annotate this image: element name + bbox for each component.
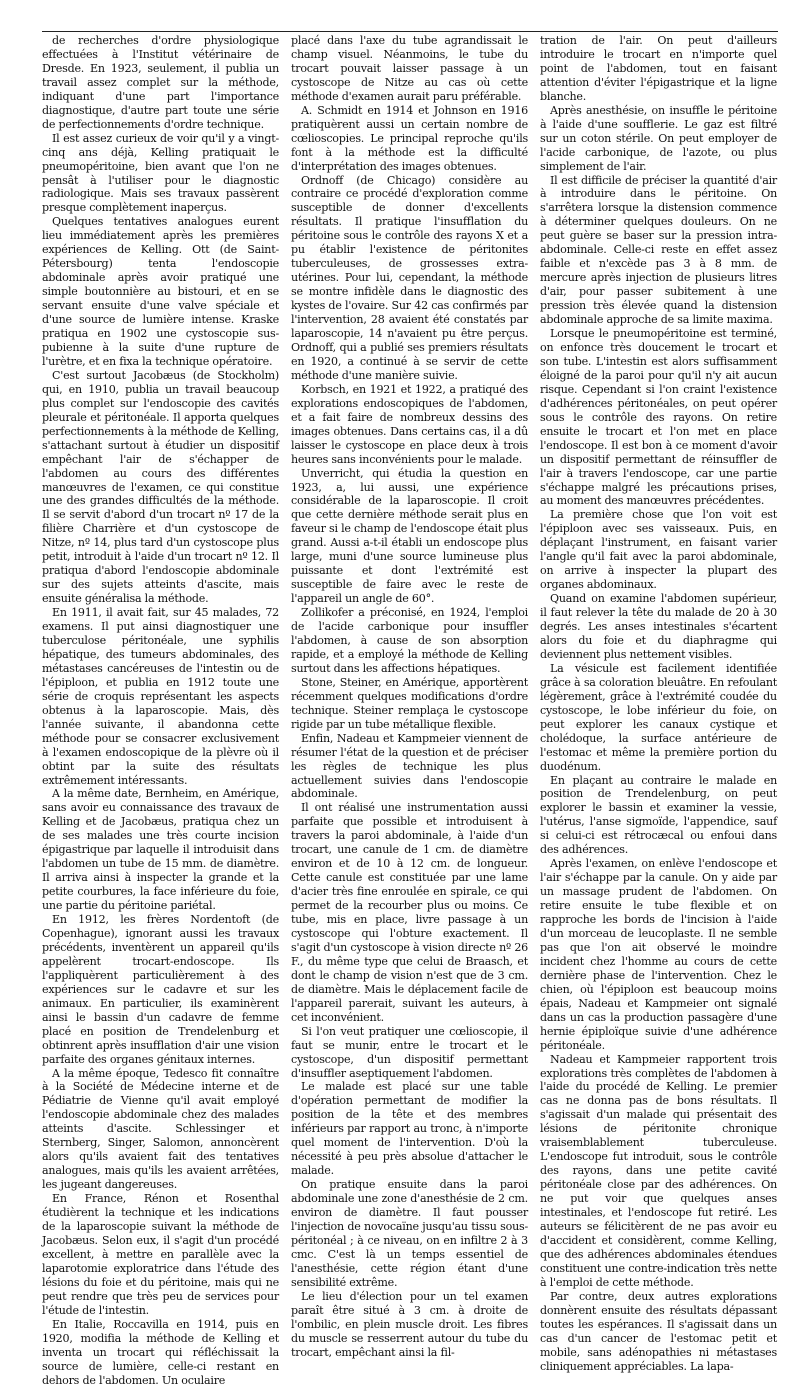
paragraph: En 1912, les frères Nordentoft (de Copenhague), ignorant aussi les travaux précédents, inventèrent un appareil qu'ils appelèrent trocart-endoscope. Ils l'appliquèrent particulièrement à des expériences sur le cadavre et sur les animaux. En particulier, ils examinèrent ainsi le bassin d'un cadavre de femme placé en position de Trendelenburg et obtinrent après insufflation d'air une vision parfaite des organes génitaux internes.	[42, 913, 279, 1066]
paragraph: Quand on examine l'abdomen supérieur, il faut relever la tête du malade de 20 à 30 degrés. Les anses intestinales s'écartent alors du foie et du diaphragme qui deviennent plus nettement visibles.	[540, 592, 777, 661]
text-columns	[42, 34, 778, 1387]
paragraph: A la même date, Bernheim, en Amérique, sans avoir eu connaissance des travaux de Kelling et de Jacobæus, pratiqua chez un de ses malades une très courte incision épigastrique par laquelle il introduisit dans l'abdomen un tube de 15 mm. de diamètre. Il arriva ainsi à inspecter la grande et la petite courbures, la face inférieure du foie, une partie du péritoine pariétal.	[42, 787, 279, 913]
paragraph: Unverricht, qui étudia la question en 1923, a, lui aussi, une expérience considérable de la laparoscopie. Il croit que cette dernière méthode serait plus en faveur si le champ de l'endoscope était plus grand. Aussi a-t-il établi un endoscope plus large, muni d'une source lumineuse plus puissante et dont l'extrémité est susceptible de faire avec le reste de l'appareil un angle de 60°.	[291, 466, 529, 606]
paragraph: Par contre, deux autres explorations donnèrent ensuite des résultats dépassant toutes les espérances. Il s'agissait dans un cas d'un cancer de l'estomac petit et mobile, sans adénopathies ni métastases cliniquement appréciables. La lapa-	[540, 1289, 777, 1373]
paragraph: En plaçant au contraire le malade en position de Trendelenburg, on peut explorer le bassin et examiner la vessie, l'utérus, l'anse sigmoïde, l'appendice, sauf si celui-ci est rétrocæcal ou enfoui dans des adhérences.	[540, 773, 777, 857]
paragraph: Quelques tentatives analogues eurent lieu immédiatement après les premières expériences de Kelling. Ott (de Saint-Pétersbourg) tenta l'endoscopie abdominale après avoir pratiqué une simple boutonnière au bistouri, et en se servant ensuite d'une valve spéciale et d'une source de lumière intense. Kraske pratiqua en 1902 une cystoscopie sus-pubienne à la suite d'une rupture de l'urètre, et en fixa la technique opératoire.	[42, 215, 279, 368]
paragraph: Ordnoff (de Chicago) considère au contraire ce procédé d'exploration comme susceptible de donner d'excellents résultats. Il pratique l'insufflation du péritoine sous le contrôle des rayons X et a pu établir l'existence de péritonites tuberculeuses, de grossesses extra-utérines. Pour lui, cependant, la méthode se montre infidèle dans le diagnostic des kystes de l'ovaire. Sur 42 cas confirmés par l'intervention, 28 avaient été constatés par laparoscopie, 14 n'avaient pu être perçus. Ordnoff, qui a publié ses premiers résultats en 1920, a continué à se servir de cette méthode d'une manière suivie.	[291, 173, 528, 382]
paragraph: Korbsch, en 1921 et 1922, a pratiqué des explorations endoscopiques de l'abdomen, et a fait faire de nombreux dessins des images obtenues. Dans certains cas, il a dû laisser le cystoscope en place deux à trois heures sans inconvénients pour le malade.	[291, 382, 528, 466]
paragraph: tration de l'air. On peut d'ailleurs introduire le trocart en n'importe quel point de l'abdomen, tout en faisant attention d'éviter l'épigastrique et la ligne blanche.	[540, 34, 777, 103]
paragraph: Le malade est placé sur une table d'opération permettant de modifier la position de la tête et des membres inférieurs par rapport au tronc, à n'importe quel moment de l'intervention. D'où la nécessité à peu près absolue d'attacher le malade.	[291, 1080, 528, 1178]
paragraph: Stone, Steiner, en Amérique, apportèrent récemment quelques modifications d'ordre technique. Steiner remplaça le cystoscope rigide par un tube métallique flexible.	[291, 675, 528, 731]
paragraph: Il ont réalisé une instrumentation aussi parfaite que possible et introduisent à travers la paroi abdominale, à l'aide d'un trocart, une canule de 1 cm. de diamètre environ et de 10 à 12 cm. de longueur. Cette canule est constituée par une lame d'acier très fine enroulée en spirale, ce qui permet de la recourber plus ou moins. Ce tube, mis en place, livre passage à un cystoscope qui l'obture exactement. Il s'agit d'un cystoscope à vision directe nº 26 F., du même type que celui de Braasch, et dont le champ de vision n'est que de 3 cm. de diamètre. Mais le déplacement facile de l'appareil parerait, suivant les auteurs, à cet inconvénient.	[291, 801, 528, 1024]
paragraph: Il est difficile de préciser la quantité d'air à introduire dans le péritoine. On s'arrêtera lorsque la distension commence à déterminer quelques douleurs. On ne peut guère se baser sur la pression intra-abdominale. Celle-ci reste en effet assez faible et n'excède pas 3 à 8 mm. de mercure après injection de plusieurs litres d'air, pour passer subitement à une pression très élevée quand la distension abdominale approche de sa limite maxima.	[540, 173, 777, 327]
paragraph: Lorsque le pneumopéritoine est terminé, on enfonce très doucement le trocart et son tube. L'intestin est alors suffisamment éloigné de la paroi pour qu'il n'y ait aucun risque. Cependant si l'on craint l'existence d'adhérences péritonéales, on peut opérer sous le contrôle des rayons. On retire ensuite le trocart et l'on met en place l'endoscope. Il est bon à ce moment d'avoir un dispositif permettant de réinsuffler de l'air à travers l'endoscope, car une partie s'échappe malgré les précautions prises, au moment des manœuvres précédentes.	[540, 327, 777, 508]
paragraph: Après l'examen, on enlève l'endoscope et l'air s'échappe par la canule. On y aide par un massage prudent de l'abdomen. On retire ensuite le tube flexible et on rapproche les bords de l'incision à l'aide d'un morceau de leucoplaste. Il ne semble pas que l'on ait observé le moindre incident chez l'homme au cours de cette dernière phase de l'intervention. Chez le chien, où l'épiploon est beaucoup moins épais, Nadeau et Kampmeier ont signalé dans un cas la production passagère d'une hernie épiploïque suivie d'une adhérence péritonéale.	[540, 857, 777, 1052]
paragraph: Nadeau et Kampmeier rapportent trois explorations très complètes de l'abdomen à l'aide du procédé de Kelling. Le premier cas ne donna pas de bons résultats. Il s'agissait d'un malade qui présentait des lésions de péritonite chronique vraisemblablement tuberculeuse. L'endoscope fut introduit, sous le contrôle des rayons, dans une petite cavité péritonéale close par des adhérences. On ne put voir que quelques anses intestinales, et l'endoscope fut retiré. Les auteurs se félicitèrent de ne pas avoir eu d'accident et considèrent, comme Kelling, que des adhérences abdominales étendues constituent une contre-indication très nette à l'emploi de cette méthode.	[540, 1052, 777, 1289]
column-middle	[291, 34, 529, 1359]
paragraph: En 1911, il avait fait, sur 45 malades, 72 examens. Il put ainsi diagnostiquer une tuberculose péritonéale, une syphilis hépatique, des tumeurs abdominales, des métastases cancéreuses de l'intestin ou de l'épiploon, et publia en 1912 toute une série de croquis représentant les aspects obtenus à la laparoscopie. Mais, dès l'année suivante, il abandonna cette méthode pour se consacrer exclusivement à l'examen endoscopique de la plèvre où il obtint par la suite des résultats extrêmement intéressants.	[42, 606, 279, 787]
header-rule	[42, 31, 778, 32]
paragraph: Enfin, Nadeau et Kampmeier viennent de résumer l'état de la question et de préciser les règles de technique les plus actuellement suivies dans l'endoscopie abdominale.	[291, 731, 528, 801]
paragraph: On pratique ensuite dans la paroi abdominale une zone d'anesthésie de 2 cm. environ de diamètre. Il faut pousser l'injection de novocaïne jusqu'au tissu sous-péritonéal ; à ce niveau, on en infiltre 2 à 3 cmc. C'est là un temps essentiel de l'anesthésie, cette région étant d'une sensibilité extrême.	[291, 1178, 528, 1289]
paragraph: Le lieu d'élection pour un tel examen paraît être situé à 3 cm. à droite de l'ombilic, en plein muscle droit. Les fibres du muscle se resserrent autour du tube du trocart, empêchant ainsi la fil-	[291, 1289, 528, 1359]
column-left	[42, 34, 279, 1387]
paragraph: placé dans l'axe du tube agrandissait le champ visuel. Néanmoins, le tube du trocart pouvait laisser passage à un cystoscope de Nitze au cas où cette méthode d'examen aurait paru préférable.	[291, 34, 528, 103]
paragraph: La première chose que l'on voit est l'épiploon avec ses vaisseaux. Puis, en déplaçant l'instrument, en faisant varier l'angle qu'il fait avec la paroi abdominale, on arrive à inspecter la plupart des organes abdominaux.	[540, 508, 777, 592]
paragraph: Il est assez curieux de voir qu'il y a vingt-cinq ans déjà, Kelling pratiquait le pneumopéritoine, bien avant que l'on ne pensât à l'utiliser pour le diagnostic radiologique. Mais ses travaux passèrent presque complètement inaperçus.	[42, 131, 279, 215]
column-right	[540, 34, 777, 1373]
paragraph: de recherches d'ordre physiologique effectuées à l'Institut vétérinaire de Dresde. En 1923, seulement, il publia un travail assez complet sur la méthode, indiquant d'une part l'importance diagnostique, d'autre part toute une série de perfectionnements d'ordre technique.	[42, 34, 279, 131]
paragraph: A. Schmidt en 1914 et Johnson en 1916 pratiquèrent aussi un certain nombre de cœlioscopies. Le principal reproche qu'ils font à la méthode est la difficulté d'interprétation des images obtenues.	[291, 103, 528, 173]
paragraph: La vésicule est facilement identifiée grâce à sa coloration bleuâtre. En refoulant légèrement, grâce à l'extrémité coudée du cystoscope, le lobe inférieur du foie, on peut explorer les canaux cystique et cholédoque, la surface antérieure de l'estomac et même la première portion du duodénum.	[540, 661, 777, 773]
paragraph: Si l'on veut pratiquer une cœlioscopie, il faut se munir, entre le trocart et le cystoscope, d'un dispositif permettant d'insuffler aseptiquement l'abdomen.	[291, 1024, 528, 1080]
paragraph: C'est surtout Jacobæus (de Stockholm) qui, en 1910, publia un travail beaucoup plus complet sur l'endoscopie des cavités pleurale et péritonéale. Il apporta quelques perfectionnements à la méthode de Kelling, s'attachant surtout à étudier un dispositif empêchant l'air de s'échapper de l'abdomen au cours des différentes manœuvres de l'examen, ce qui constitue une des grandes difficultés de la méthode. Il se servit d'abord d'un trocart nº 17 de la filière Charrière et d'un cystoscope de Nitze, nº 14, plus tard d'un cystoscope plus petit, introduit à l'aide d'un trocart nº 12. Il pratiqua d'abord l'endoscopie abdominale sur des sujets atteints d'ascite, mais ensuite généralisa la méthode.	[42, 368, 279, 606]
paragraph: Zollikofer a préconisé, en 1924, l'emploi de l'acide carbonique pour insuffler l'abdomen, à cause de son absorption rapide, et a employé la méthode de Kelling surtout dans les affections hépatiques.	[291, 606, 528, 675]
paragraph: En Italie, Roccavilla en 1914, puis en 1920, modifia la méthode de Kelling et inventa un trocart qui réfléchissait la source de lumière, celle-ci restant en dehors de l'abdomen. Un oculaire	[42, 1317, 279, 1387]
paragraph: A la même époque, Tedesco fit connaître à la Société de Médecine interne et de Pédiatrie de Vienne qu'il avait employé l'endoscopie abdominale chez des malades atteints d'ascite. Schlessinger et Sternberg, Singer, Salomon, annoncèrent alors qu'ils avaient fait des tentatives analogues, mais qu'ils les avaient arrêtées, les jugeant dangereuses.	[42, 1066, 279, 1192]
paragraph: En France, Rénon et Rosenthal étudièrent la technique et les indications de la laparoscopie suivant la méthode de Jacobæus. Selon eux, il s'agit d'un procédé excellent, à mettre en parallèle avec la laparotomie exploratrice dans l'étude des lésions du foie et du péritoine, mais qui ne peut rendre que très peu de services pour l'étude de l'intestin.	[42, 1192, 279, 1317]
paragraph: Après anesthésie, on insuffle le péritoine à l'aide d'une soufflerie. Le gaz est filtré sur un coton stérile. On peut employer de l'acide carbonique, de l'azote, ou plus simplement de l'air.	[540, 103, 777, 173]
